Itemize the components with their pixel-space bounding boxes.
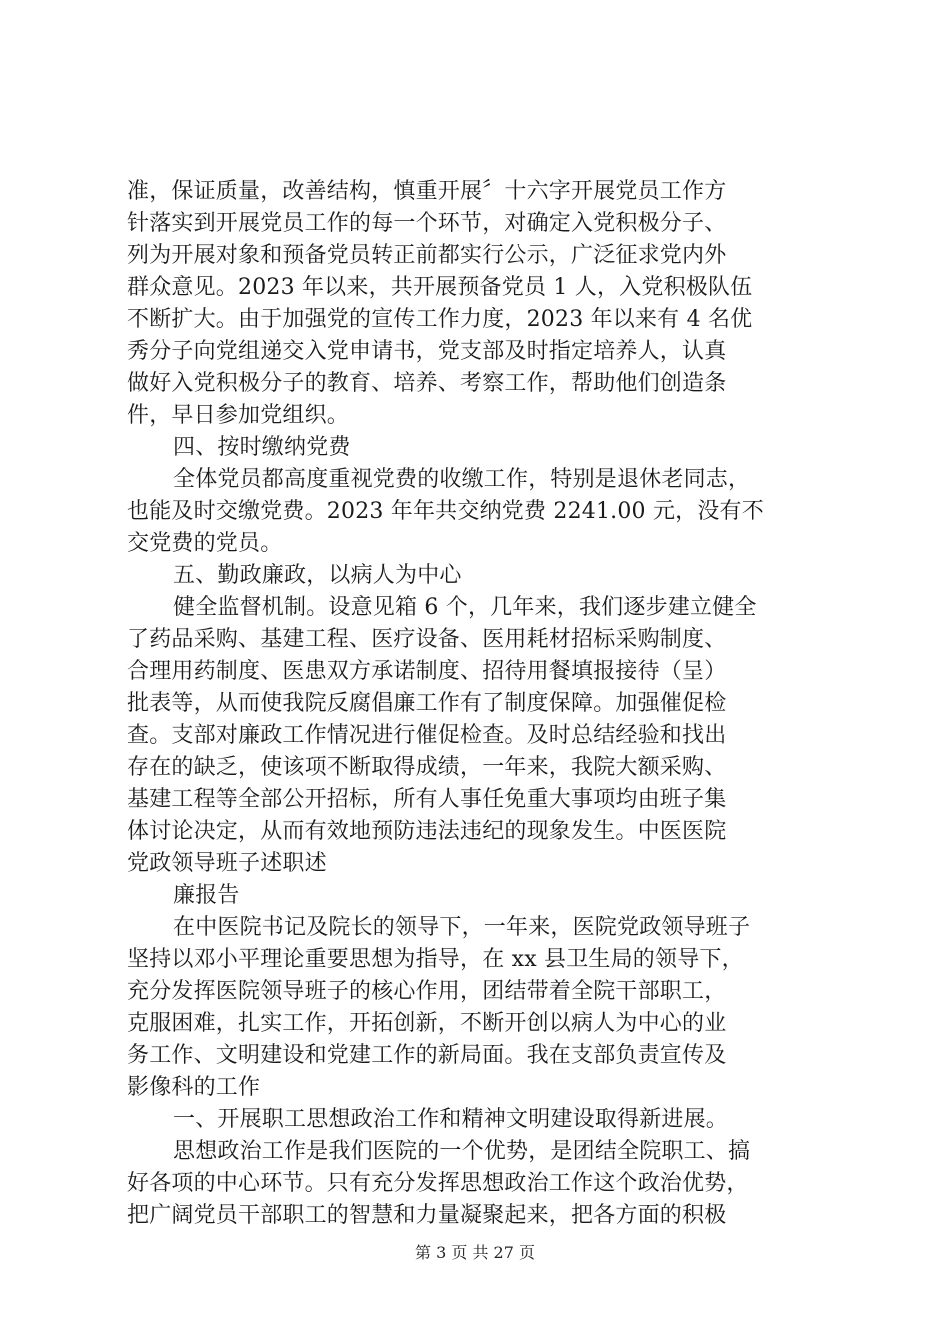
text-line: 一、开展职工思想政治工作和精神文明建设取得新进展。 bbox=[173, 1107, 729, 1132]
text-line: 针落实到开展党员工作的每一个环节，对确定入党积极分子、 bbox=[127, 211, 727, 236]
text-line: 交党费的党员。 bbox=[127, 531, 283, 556]
text-line: 五、勤政廉政，以病人为中心 bbox=[173, 563, 462, 588]
text-line: 也能及时交缴党费。2023 年年共交纳党费 2241.00 元，没有不 bbox=[127, 499, 764, 524]
text-line: 全体党员都高度重视党费的收缴工作，特别是退休老同志， bbox=[173, 467, 751, 492]
text-line: 件，早日参加党组织。 bbox=[127, 403, 350, 428]
text-line: 好各项的中心环节。只有充分发挥思想政治工作这个政治优势， bbox=[127, 1171, 749, 1196]
text-line: 查。支部对廉政工作情况进行催促检查。及时总结经验和找出 bbox=[127, 723, 727, 748]
text-line: 克服困难，扎实工作，开拓创新，不断开创以病人为中心的业 bbox=[127, 1011, 727, 1036]
text-line: 充分发挥医院领导班子的核心作用，团结带着全院干部职工， bbox=[127, 979, 727, 1004]
text-line: 群众意见。2023 年以来，共开展预备党员 1 人，入党积极队伍 bbox=[127, 275, 753, 300]
document-body bbox=[127, 176, 831, 1232]
text-line: 不断扩大。由于加强党的宣传工作力度，2023 年以来有 4 名优 bbox=[127, 307, 753, 332]
text-line: 坚持以邓小平理论重要思想为指导，在 xx 县卫生局的领导下， bbox=[127, 947, 744, 972]
text-line: 存在的缺乏，使该项不断取得成绩，一年来，我院大额采购、 bbox=[127, 755, 727, 780]
text-line: 准，保证质量，改善结构，慎重开展〞十六字开展党员工作方 bbox=[127, 179, 727, 204]
text-line: 列为开展对象和预备党员转正前都实行公示，广泛征求党内外 bbox=[127, 243, 727, 268]
text-line: 批表等，从而使我院反腐倡廉工作有了制度保障。加强催促检 bbox=[127, 691, 727, 716]
text-line: 合理用药制度、医患双方承诺制度、招待用餐填报接待（呈） bbox=[127, 659, 727, 684]
text-line: 廉报告 bbox=[173, 883, 240, 908]
text-line: 党政领导班子述职述 bbox=[127, 851, 327, 876]
text-line: 秀分子向党组递交入党申请书，党支部及时指定培养人，认真 bbox=[127, 339, 727, 364]
text-line: 基建工程等全部公开招标，所有人事任免重大事项均由班子集 bbox=[127, 787, 727, 812]
text-line: 四、按时缴纳党费 bbox=[173, 435, 351, 460]
text-line: 把广阔党员干部职工的智慧和力量凝聚起来，把各方面的积极 bbox=[127, 1203, 727, 1228]
text-line: 务工作、文明建设和党建工作的新局面。我在支部负责宣传及 bbox=[127, 1043, 727, 1068]
text-line: 做好入党积极分子的教育、培养、考察工作，帮助他们创造条 bbox=[127, 371, 727, 396]
page-footer: 第 3 页 共 27 页 bbox=[415, 1243, 535, 1262]
text-line: 影像科的工作 bbox=[127, 1075, 261, 1100]
text-line: 思想政治工作是我们医院的一个优势，是团结全院职工、搞 bbox=[173, 1139, 751, 1164]
text-line: 在中医院书记及院长的领导下，一年来，医院党政领导班子 bbox=[173, 915, 751, 940]
text-line: 体讨论决定，从而有效地预防违法违纪的现象发生。中医医院 bbox=[127, 819, 727, 844]
text-line: 了药品采购、基建工程、医疗设备、医用耗材招标采购制度、 bbox=[127, 627, 727, 652]
text-line: 健全监督机制。设意见箱 6 个，几年来，我们逐步建立健全 bbox=[173, 595, 757, 620]
